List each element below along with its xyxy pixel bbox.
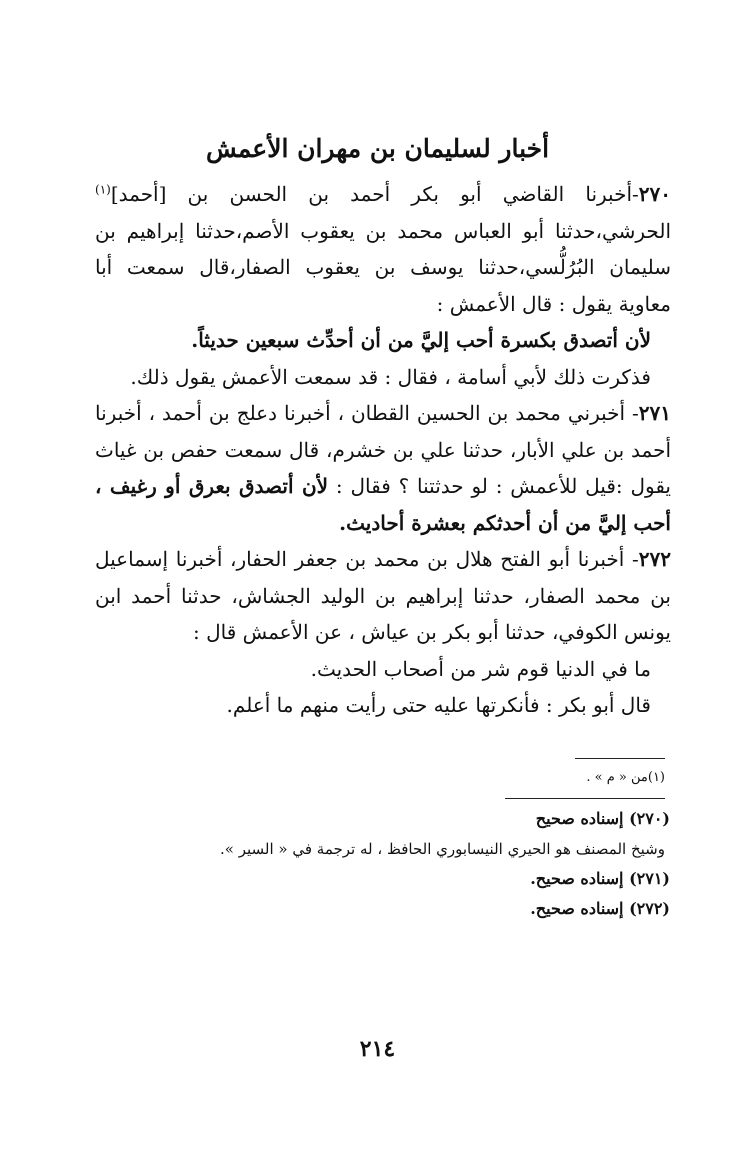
note-272: (٢٧٢) إسناده صحيح.: [530, 899, 670, 918]
entry-bold-quote: لأن أتصدق بعرق أو رغيف ، أحب إليَّ من أن أحدثكم بعشرة أحاديث.: [95, 474, 671, 535]
note-270: (٢٧٠) إسناده صحيح: [535, 809, 670, 828]
entry-number: ٢٧٢: [638, 547, 671, 571]
entry-270-quote: لأن أتصدق بكسرة أحب إليَّ من أن أحدِّث سبعين حديثاً.: [191, 328, 651, 352]
note-271: (٢٧١) إسناده صحيح.: [530, 869, 670, 888]
entry-number: ٢٧١: [638, 401, 671, 425]
entry-272: [95, 541, 671, 651]
note-270-text: وشيخ المصنف هو الحيري النيسابوري الحافظ ، له ترجمة في « السير ».: [220, 840, 665, 858]
notes-list: [95, 804, 670, 924]
entry-text: - أخبرنا أبو الفتح هلال بن محمد بن جعفر الحفار، أخبرنا إسماعيل بن محمد الصفار، حدثنا إبراهيم بن الوليد الجشاش، حدثنا أحمد ابن يونس الكوفي، حدثنا أبو بكر بن عياش ، عن الأعمش قال :: [95, 547, 671, 644]
entry-text: - أخبرني محمد بن الحسين القطان ، أخبرنا دعلج بن أحمد ، أخبرنا أحمد بن علي الأبار، حدثنا علي بن خشرم، قال سمعت حفص بن غياث يقول :قيل للأعمش : لو حدثتنا ؟ فقال :: [95, 401, 671, 498]
notes-separator: [505, 798, 665, 799]
footnote-separator: [575, 758, 665, 759]
entry-271: [95, 395, 671, 541]
page-number: ٢١٤: [359, 1036, 396, 1062]
footnote-marker: (١): [95, 182, 111, 197]
entry-270-after: فذكرت ذلك لأبي أسامة ، فقال : قد سمعت الأعمش يقول ذلك.: [130, 364, 651, 389]
main-text: [95, 176, 671, 724]
page-title: أخبار لسليمان بن مهران الأعمش: [205, 134, 550, 163]
entry-270: [95, 176, 671, 322]
entry-text: -أخبرنا القاضي أبو بكر أحمد بن الحسن بن [أحمد]: [110, 182, 639, 206]
footnote: (١)من « م » .: [586, 770, 665, 785]
entry-text-continued: الحرشي،حدثنا أبو العباس محمد بن يعقوب الأصم،حدثنا إبراهيم بن سليمان البُرُلُّسي،حدثنا يوسف بن يعقوب الصفار،قال سمعت أبا معاوية يقول : قال الأعمش :: [95, 218, 671, 316]
entry-272-line2: قال أبو بكر : فأنكرتها عليه حتى رأيت منهم ما أعلم.: [226, 693, 651, 717]
entry-272-line1: ما في الدنيا قوم شر من أصحاب الحديث.: [310, 656, 651, 681]
entry-number: ٢٧٠: [638, 182, 671, 206]
